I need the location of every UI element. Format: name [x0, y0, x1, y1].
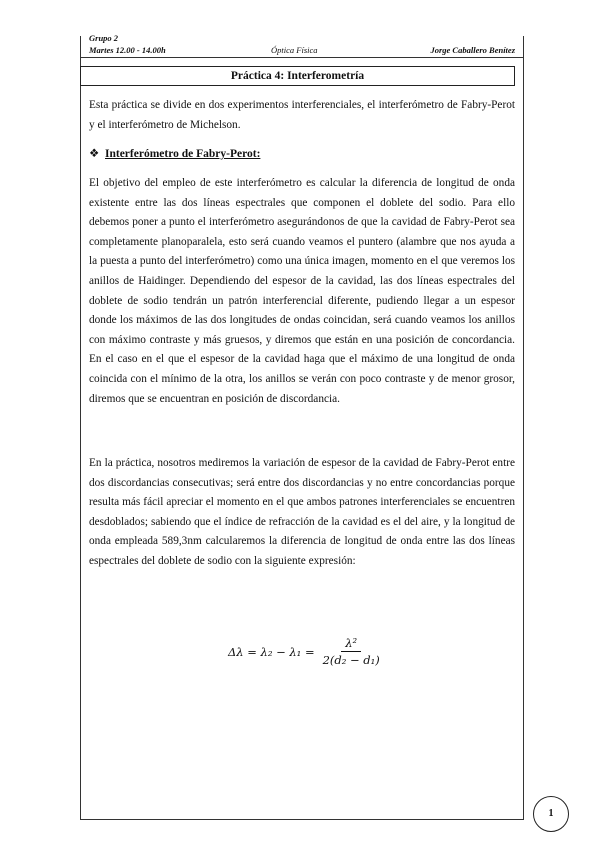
intro-paragraph: Esta práctica se divide en dos experimentos interferenciales, el interferómetro de Fabry-Perot y el interferómetro de Michelson. [89, 99, 515, 131]
header-schedule: Martes 12.00 - 14.00h [89, 45, 166, 55]
equation [228, 636, 384, 667]
body-paragraph-1: El objetivo del empleo de este interferómetro es calcular la diferencia de longitud de onda existente entre las dos líneas espectrales que componen el doblete del sodio. Para ello debemos poner a punto el interferómetro asegurándonos de que la cavidad de Fabry-Perot sea completamente planoparalela, esto será cuando veamos el puntero (alambre que nos ayuda a la puesta a punto del interferómetro) como una única imagen, momento en el que veremos los anillos de Haidinger. Dependiendo del espesor de la cavidad, las dos líneas espectrales del doblete de sodio tendrán un patrón interferencial diferente, pudiendo llegar a un espesor donde los máximos de las dos longitudes de ondas coincidan, será cuando veamos los anillos con máximo contraste y más gruesos, y diremos que están en una posición de concordancia. En el caso en el que el espesor de la cavidad haga que el máximo de una longitud de onda coincida con el mínimo de la otra, los anillos se verán con poco contraste y de menor grosor, diremos que se encuentran en posición de discordancia. [89, 177, 515, 405]
equation-fraction [319, 636, 384, 667]
header-author: Jorge Caballero Benítez [430, 45, 515, 55]
header-group: Grupo 2 [89, 33, 119, 43]
section-title: Interferómetro de Fabry-Perot: [105, 148, 261, 160]
page-number: 1 [533, 796, 569, 832]
header-divider [80, 57, 523, 58]
diamond-bullet-icon: ❖ [89, 148, 100, 160]
equation-numerator: λ² [341, 636, 361, 652]
equation-lhs: Δλ = λ₂ − λ₁ = [228, 644, 315, 659]
equation-denominator: 2(d₂ − d₁) [322, 653, 380, 667]
body-paragraph-2: En la práctica, nosotros mediremos la variación de espesor de la cavidad de Fabry-Perot entre dos discordancias consecutivas; será entre dos discordancias y no entre concordancias porque resulta más fácil apreciar el momento en el que ambos patrones interferenciales se encuentren desdoblados; sabiendo que el índice de refracción de la cavidad es el del aire, y la longitud de onda empleada 589,3nm calcularemos la diferencia de longitud de onda entre las dos líneas espectrales del doblete de sodio con la siguiente expresión: [89, 457, 515, 567]
section-heading [89, 146, 260, 162]
document-title: Práctica 4: Interferometría [80, 66, 515, 86]
header-course: Óptica Física [271, 45, 318, 55]
